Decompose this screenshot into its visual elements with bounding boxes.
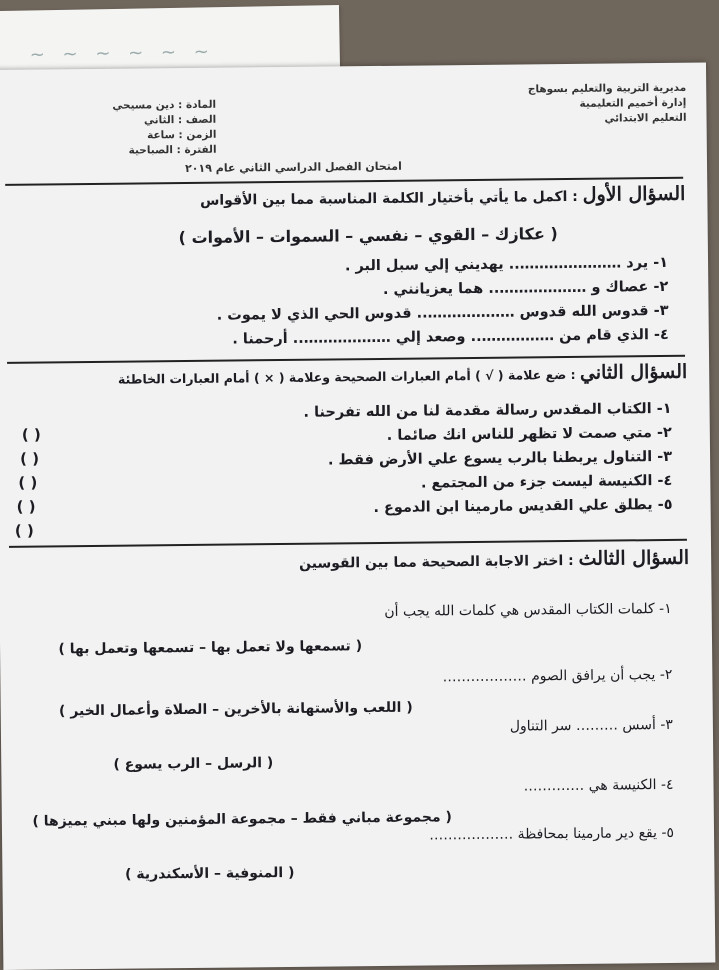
answer-box: ( ): [18, 473, 38, 492]
q3-choices: ( المنوفية – الأسكندرية ): [125, 864, 295, 883]
q2-item: ١- الكتاب المقدس رسالة مقدمة لنا من الله تفرحنا .: [303, 400, 672, 421]
header-exam-info: [112, 98, 216, 159]
divider: [9, 539, 687, 548]
header-left-line: الصف : الثاني: [143, 113, 217, 127]
q2-item: ٤- الكنيسة ليست جزء من المجتمع .: [420, 472, 673, 492]
q3-stem: ٥- يقع دير مارمينا بمحافظة ………………: [429, 824, 675, 844]
q3-heading: [299, 547, 689, 573]
q1-word-bank: ( عكازك – القوي – نفسي – السموات – الأموات ): [178, 224, 558, 248]
q2-item: ٣- التناول يربطنا بالرب يسوع علي الأرض فقط .: [327, 448, 673, 469]
q3-stem: ٤- الكنيسة هي ………….: [523, 776, 674, 795]
q3-stem: ٣- أسس ……… سر التناول: [509, 716, 673, 735]
header-authority: [528, 81, 687, 128]
header-left-line: الفترة : الصباحية: [128, 143, 217, 157]
exam-paper: [0, 63, 715, 970]
q2-instruction: : ضع علامة ( √ ) أمام العبارات الصحيحة وعلامة ( × ) أمام العبارات الخاطئة: [117, 366, 576, 387]
q3-choices: ( الرسل – الرب يسوع ): [113, 755, 274, 773]
q1-item: ١- يرد ………………….. يهديني إلي سبل البر .: [344, 254, 669, 275]
exam-title: امتحان الفصل الدراسي الثاني عام ٢٠١٩: [184, 159, 402, 176]
q3-instruction: : اختر الاجابة الصحيحة مما بين القوسين: [299, 552, 574, 572]
q3-stem: ٢- يجب أن يرافق الصوم ………………: [442, 666, 673, 686]
q3-choices: ( تسمعها ولا تعمل بها – تسمعها وتعمل بها ): [58, 638, 363, 658]
q1-item: ٤- الذي قام من …………….. وصعد إلي ……………….. أرحمنا .: [232, 326, 669, 348]
q2-item: ٥- يطلق علي القديس مارمينا ابن الدموع .: [373, 496, 673, 517]
q1-item: ٢- عصاك و ……………….. هما يعزيانني .: [382, 278, 669, 298]
q1-item: ٣- قدوس الله قدوس ……………….. قدوس الحي الذي لا يموت .: [216, 302, 669, 324]
faint-marks: ~ ~ ~ ~ ~ ~: [29, 41, 216, 66]
q1-instruction: : اكمل ما يأتي بأختيار الكلمة المناسبة مما بين الأقواس: [199, 188, 578, 209]
q2-title: السؤال الثاني: [579, 360, 688, 384]
q2-item: ٢- متي صمت لا تظهر للناس انك صائما .: [386, 424, 672, 444]
answer-box: ( ): [21, 425, 41, 444]
q1-heading: [200, 183, 686, 210]
header-right-line: مديرية التربية والتعليم بسوهاج: [527, 81, 687, 96]
answer-box: ( ): [14, 521, 34, 540]
q3-title: السؤال الثالث: [578, 546, 690, 570]
q3-stem: ١- كلمات الكتاب المقدس هي كلمات الله يجب أن: [384, 600, 672, 620]
q3-choices: ( اللعب والأستهانة بالأخرين – الصلاة وأعمال الخير ): [58, 699, 413, 720]
header-left-line: المادة : دين مسيحي: [112, 98, 217, 112]
header-right-line: إدارة أخميم التعليمية: [579, 96, 687, 110]
header-left-line: الزمن : ساعة: [147, 128, 217, 142]
answer-box: ( ): [16, 497, 36, 516]
header-right-line: التعليم الابتدائي: [604, 111, 687, 125]
q2-heading: [118, 361, 687, 389]
q3-choices: ( مجموعة مباني فقط – مجموعة المؤمنين ولها مبني يميزها ): [32, 809, 452, 830]
q1-title: السؤال الأول: [582, 182, 686, 206]
answer-box: ( ): [19, 449, 40, 468]
